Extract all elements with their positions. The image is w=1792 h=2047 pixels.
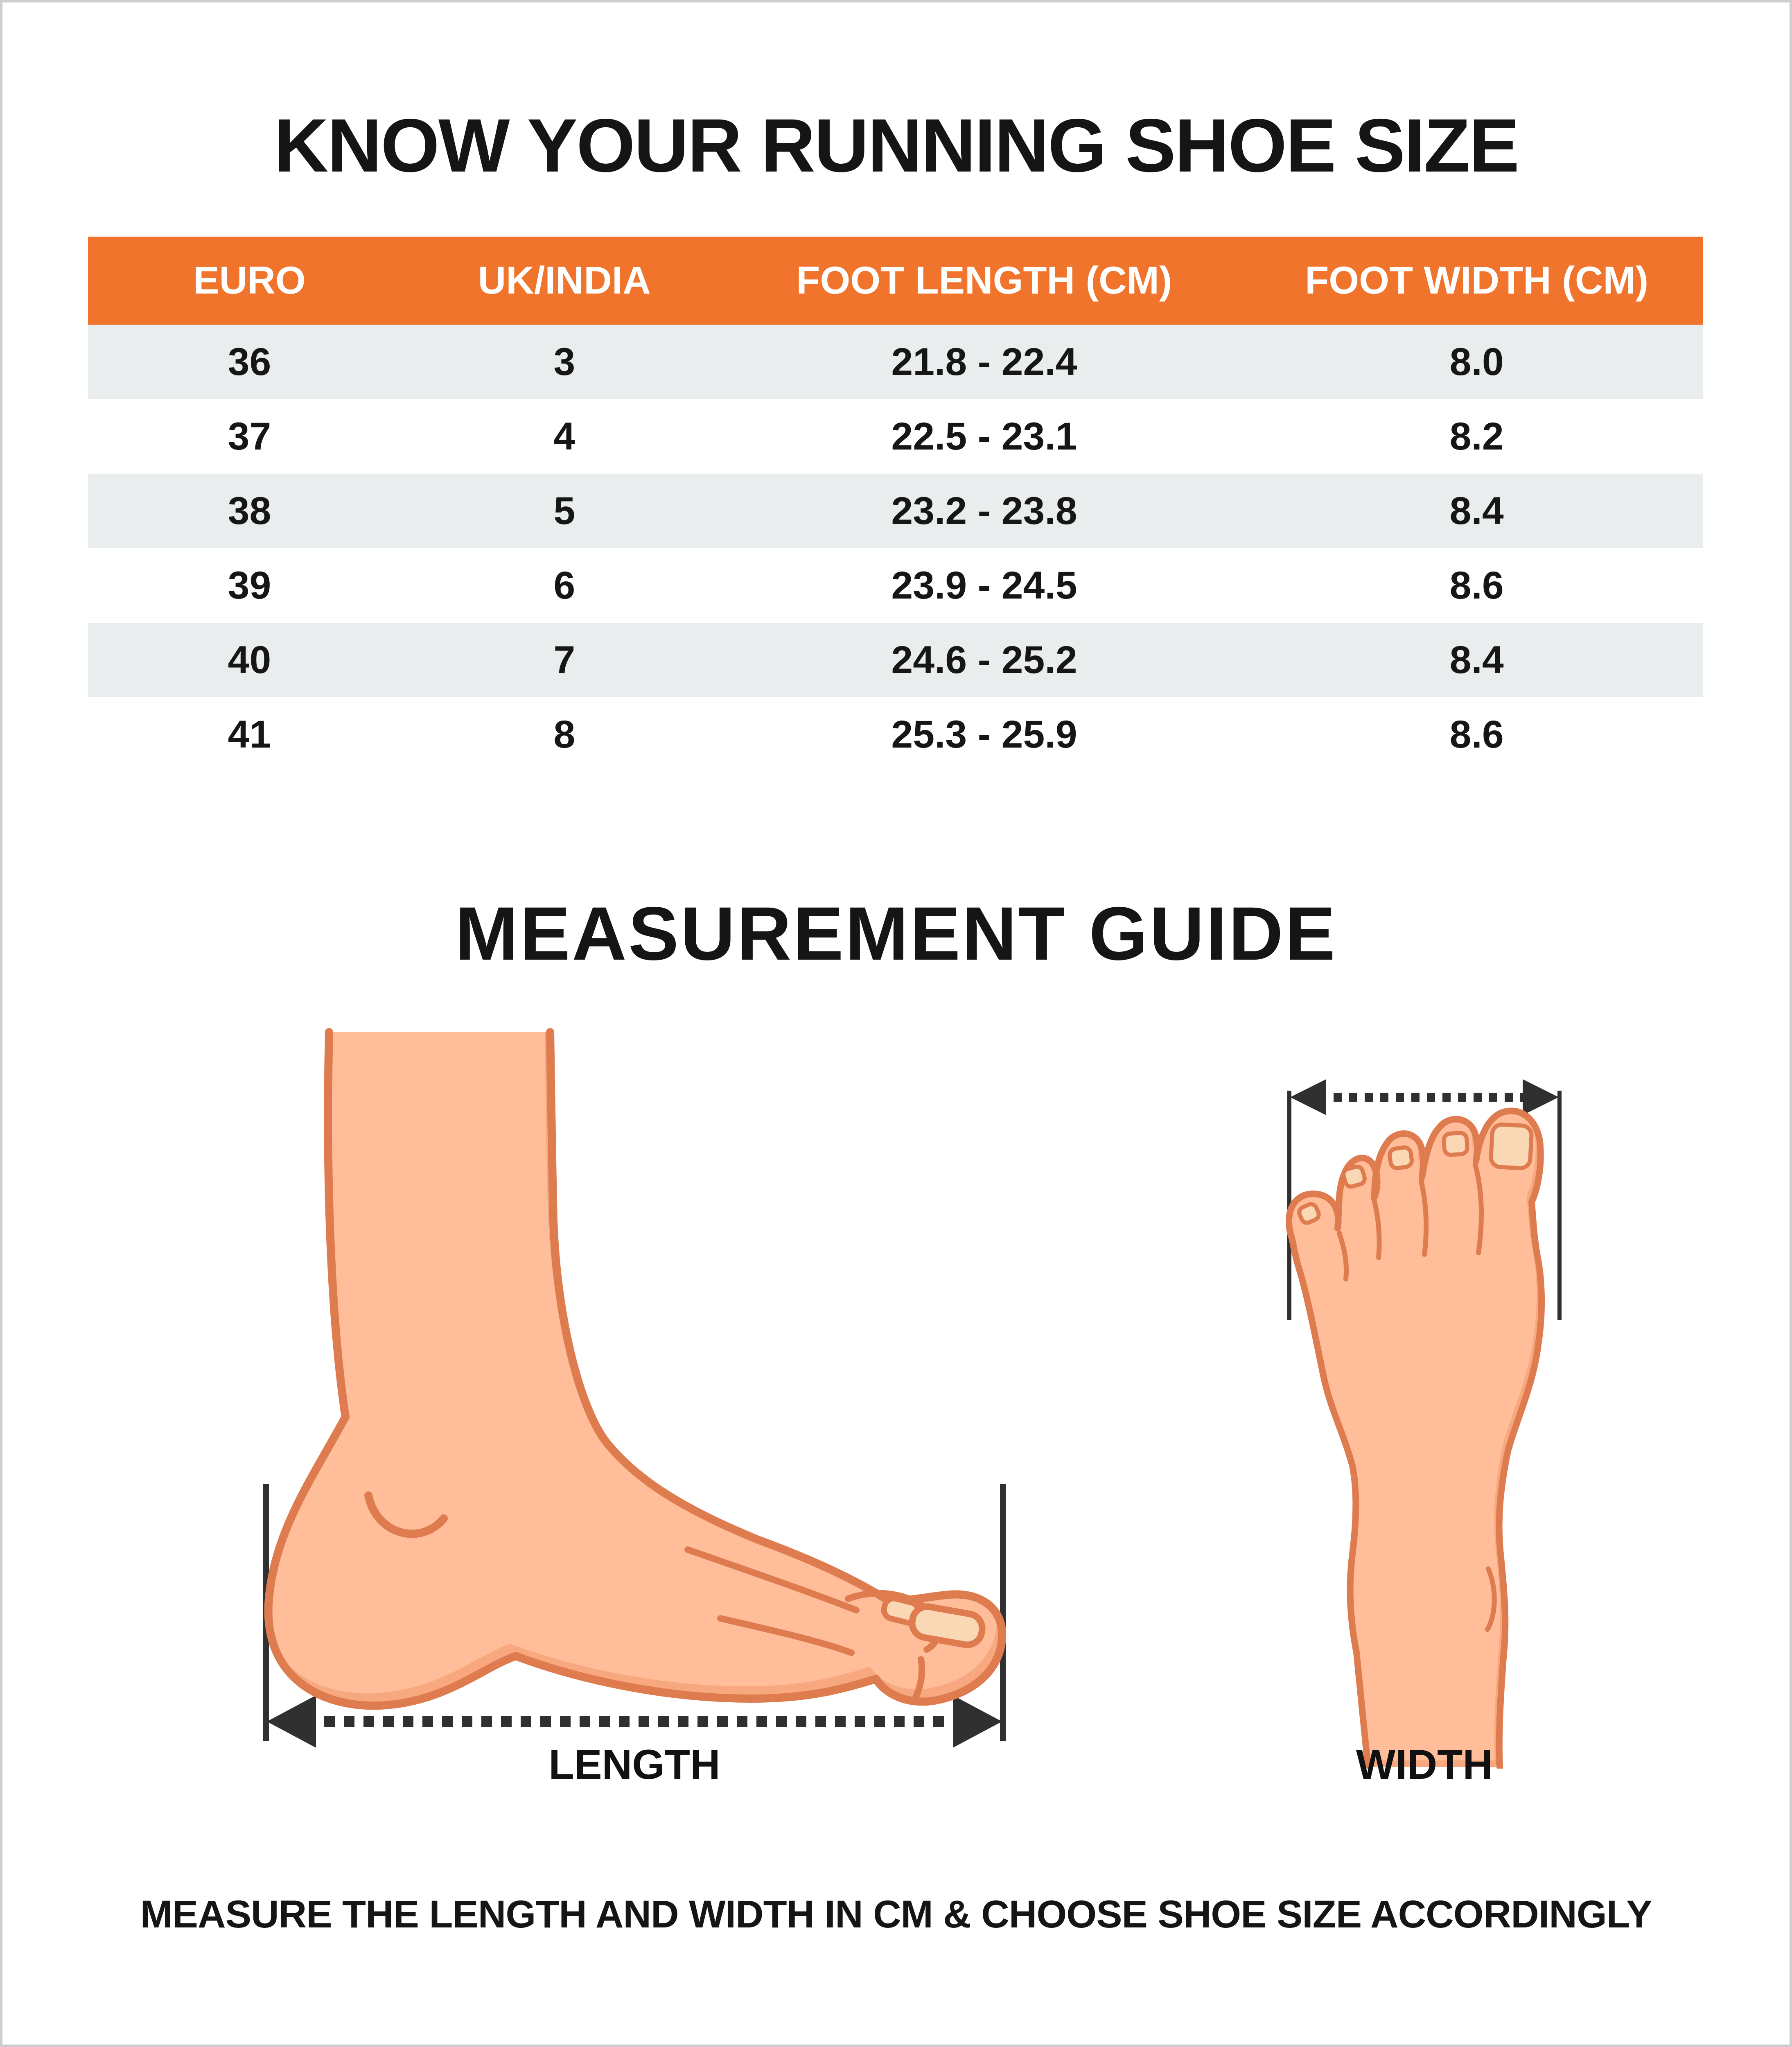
width-arrowhead-left — [1290, 1079, 1326, 1115]
uk-size: 6 — [553, 563, 576, 607]
width-arrowhead-right — [1523, 1079, 1559, 1115]
side-foot-shape — [263, 1026, 1002, 1706]
second-toe-nail — [1443, 1132, 1467, 1155]
top-foot-shape — [1284, 1104, 1541, 1767]
foot-length-range: 23.9 - 24.5 — [891, 563, 1077, 607]
third-toe-nail — [1389, 1147, 1413, 1169]
big-toe-nail — [1490, 1124, 1532, 1169]
length-label: LENGTH — [548, 1741, 720, 1788]
foot-length-range: 23.2 - 23.8 — [718, 474, 1251, 548]
shoe-size-table — [88, 237, 1703, 772]
size-table-row — [88, 325, 1703, 399]
uk-size: 7 — [411, 623, 718, 697]
page-title: KNOW YOUR RUNNING SHOE SIZE — [273, 104, 1519, 188]
size-table-row — [88, 474, 1703, 548]
foot-length-range: 22.5 - 23.1 — [891, 414, 1077, 458]
uk-size: 8 — [553, 712, 576, 756]
foot-length-range: 25.3 - 25.9 — [891, 712, 1077, 756]
column-header-foot-width: FOOT WIDTH (CM) — [1250, 237, 1703, 325]
foot-width-value: 8.4 — [1250, 474, 1703, 548]
measurement-guide-title: MEASUREMENT GUIDE — [455, 892, 1337, 976]
top-foot-illustration — [1261, 1064, 1588, 1769]
foot-width-value: 8.2 — [1449, 414, 1504, 458]
foot-width-value: 8.0 — [1250, 325, 1703, 399]
uk-size: 4 — [553, 414, 576, 458]
length-arrowhead-left — [267, 1695, 316, 1748]
euro-size: 40 — [88, 623, 411, 697]
foot-width-value: 8.6 — [1449, 563, 1504, 607]
foot-length-range: 21.8 - 22.4 — [718, 325, 1251, 399]
foot-length-range: 24.6 - 25.2 — [718, 623, 1251, 697]
euro-size: 36 — [88, 325, 411, 399]
size-table-row — [88, 697, 1703, 772]
size-table-row — [88, 399, 1703, 474]
length-arrowhead-right — [953, 1695, 1002, 1748]
uk-size: 3 — [411, 325, 718, 399]
column-header-foot-length: FOOT LENGTH (CM) — [718, 237, 1251, 325]
side-foot-illustration — [229, 1026, 1015, 1750]
fourth-toe-nail — [1342, 1165, 1366, 1188]
foot-width-value: 8.4 — [1250, 623, 1703, 697]
size-table-row — [88, 548, 1703, 623]
euro-size: 39 — [228, 563, 271, 607]
uk-size: 5 — [411, 474, 718, 548]
euro-size: 38 — [88, 474, 411, 548]
size-table-row — [88, 623, 1703, 697]
column-header-uk-india: UK/INDIA — [411, 237, 718, 325]
size-table-header-row — [88, 237, 1703, 325]
column-header-euro: EURO — [88, 237, 411, 325]
foot-width-value: 8.6 — [1449, 712, 1504, 756]
footer-note: MEASURE THE LENGTH AND WIDTH IN CM & CHOOSE SHOE SIZE ACCORDINGLY — [140, 1893, 1652, 1936]
euro-size: 41 — [228, 712, 271, 756]
euro-size: 37 — [228, 414, 271, 458]
width-label: WIDTH — [1356, 1741, 1493, 1788]
